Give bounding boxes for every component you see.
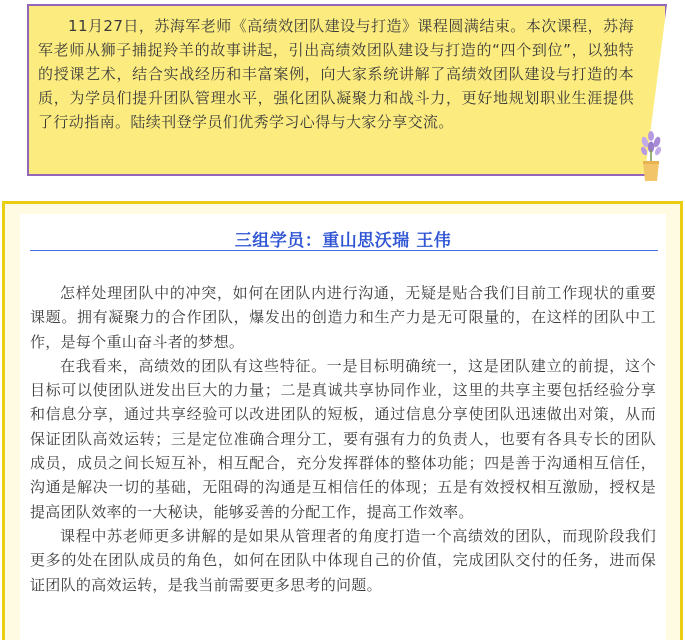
article-body (30, 281, 656, 597)
article-paragraph: 怎样处理团队中的冲突，如何在团队内进行沟通，无疑是贴合我们目前工作现状的重要课题。拥有凝聚力的合作团队，爆发出的创造力和生产力是无可限量的，在这样的团队中工作，是每个重山奋斗者的梦想。 (30, 284, 656, 351)
article-paragraph: 在我看来，高绩效的团队有这些特征。一是目标明确统一，这是团队建立的前提，这个目标可以使团队迸发出巨大的力量；二是真诚共享协同作业，这里的共享主要包括经验分享和信息分享，通过共享经验可以改进团队的短板，通过信息分享使团队迅速做出对策，从而保证团队高效运转；三是定位准确合理分工，要有强有力的负责人，也要有各具专长的团队成员，成员之间长短互补，相互配合，充分发挥群体的整体功能；四是善于沟通相互信任，沟通是解决一切的基础，无阻碍的沟通是互相信任的体现；五是有效授权相互激励，授权是提高团队效率的一大秘诀，能够妥善的分配工作，提高工作效率。 (30, 356, 656, 521)
article-title: 三组学员：重山思沃瑞 王伟 (234, 231, 452, 251)
title-divider (30, 250, 658, 251)
lavender-vase-icon (636, 130, 666, 182)
intro-text: 11月27日，苏海军老师《高绩效团队建设与打造》课程圆满结束。本次课程，苏海军老师从狮子捕捉羚羊的故事讲起，引出高绩效团队建设与打造的“四个到位”，以独特的授课艺术，结合实战经历和丰富案例，向大家系统讲解了高绩效团队建设与打造的本质，为学员们提升团队管理水平，强化团队凝聚力和战斗力，更好地规划职业生涯提供了行动指南。陆续刊登学员们优秀学习心得与大家分享交流。 (38, 17, 634, 131)
article-paragraph: 课程中苏老师更多讲解的是如果从管理者的角度打造一个高绩效的团队，而现阶段我们更多的处在团队成员的角色，如何在团队中体现自己的价值，完成团队交付的任务，进而保证团队的高效运转，是我当前需要更多思考的问题。 (30, 526, 656, 594)
